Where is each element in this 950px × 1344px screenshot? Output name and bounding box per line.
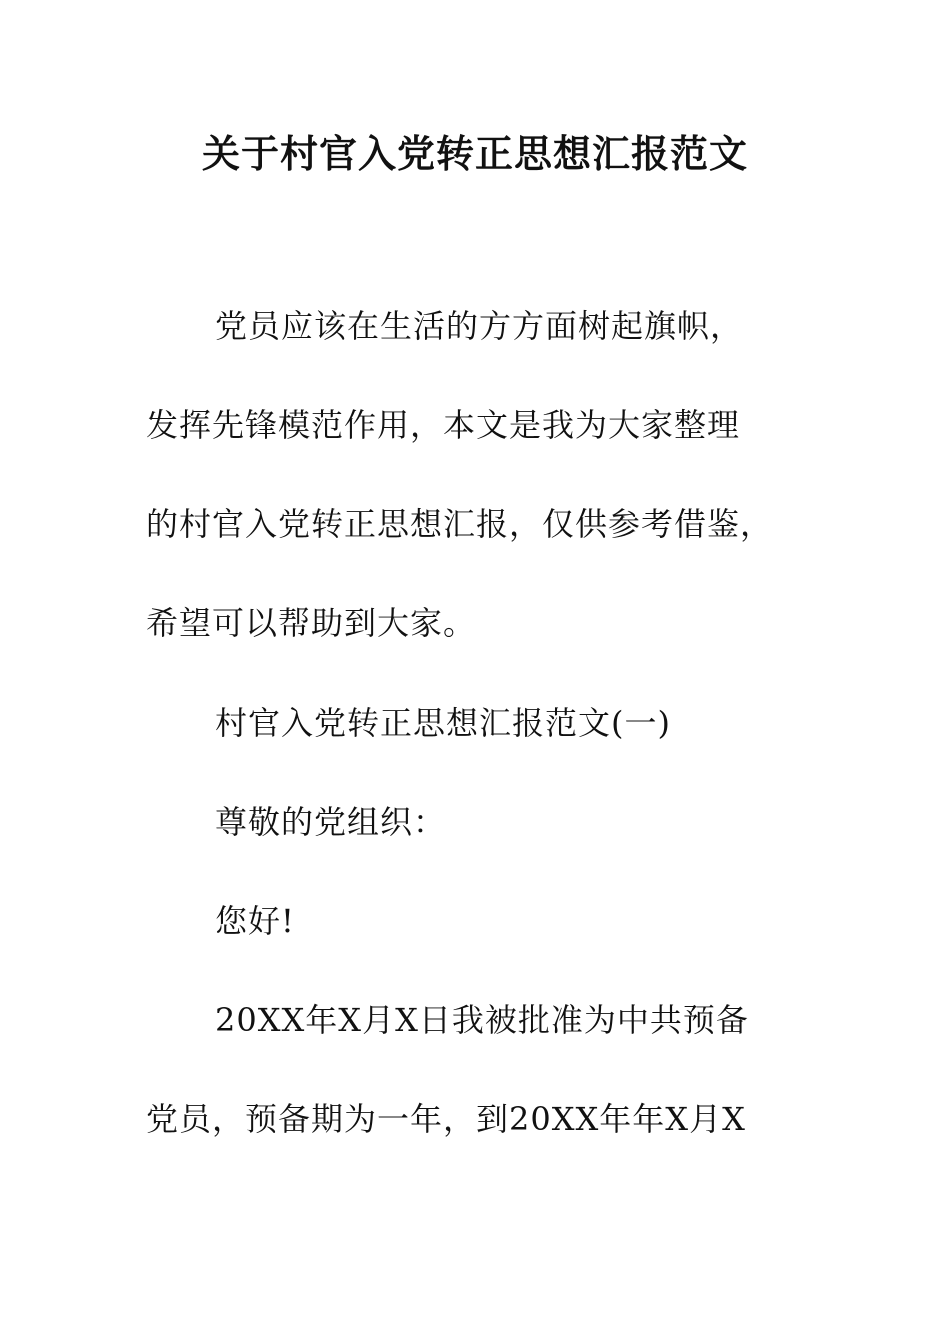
paragraph-line: 的村官入党转正思想汇报，仅供参考借鉴，: [146, 505, 774, 543]
paragraph-line: 希望可以帮助到大家。: [146, 604, 477, 642]
paragraph-line: 20XX年X月X日我被批准为中共预备: [215, 1001, 749, 1039]
section-heading: 村官入党转正思想汇报范文(一): [215, 704, 671, 742]
document-title: 关于村官入党转正思想汇报范文: [201, 131, 748, 176]
paragraph-line: 党员应该在生活的方方面树起旗帜，: [215, 307, 744, 345]
greeting: 您好!: [215, 902, 295, 940]
paragraph-line: 发挥先锋模范作用，本文是我为大家整理: [146, 406, 741, 444]
salutation: 尊敬的党组织：: [215, 803, 447, 841]
paragraph-line: 党员，预备期为一年，到20XX年年X月X: [146, 1100, 746, 1138]
